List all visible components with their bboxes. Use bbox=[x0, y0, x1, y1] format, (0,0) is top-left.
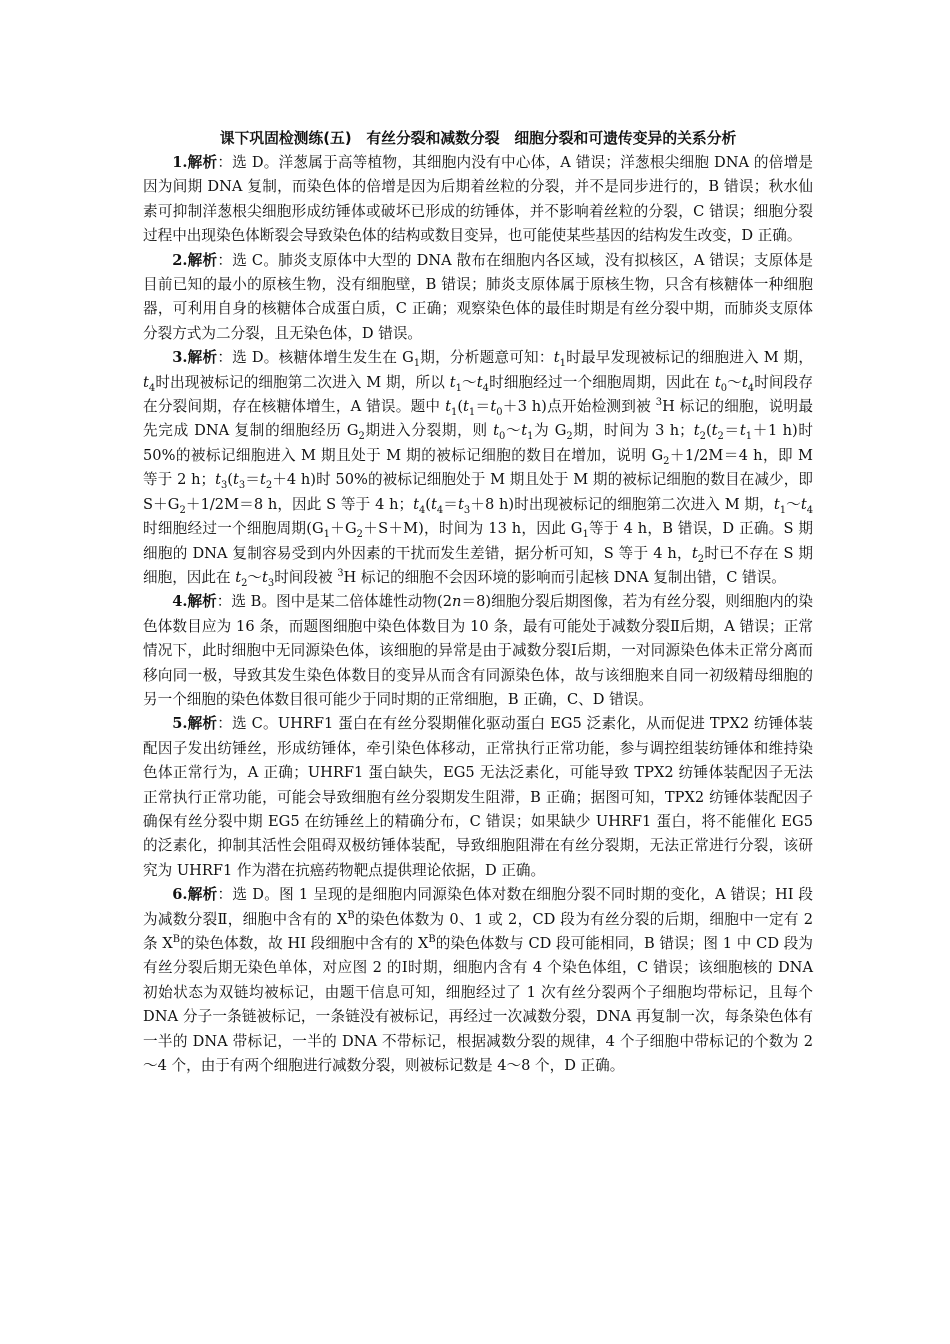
answer-lead: 6.解析 bbox=[172, 886, 218, 904]
answer-paragraph-2 bbox=[143, 249, 813, 347]
answer-paragraph-4 bbox=[143, 590, 813, 712]
answer-paragraph-3 bbox=[143, 346, 813, 590]
page-title: 课下巩固检测练(五) 有丝分裂和减数分裂 细胞分裂和可遗传变异的关系分析 bbox=[219, 130, 737, 147]
answer-body: ：选 D。洋葱属于高等植物，其细胞内没有中心体，A 错误；洋葱根尖细胞 DNA 的倍增是因为间期 DNA 复制，而染色体的倍增是因为后期着丝粒的分裂，并不是同步进行的，B 错误；秋水仙素可抑制洋葱根尖细胞形成纺锤体或破坏已形成的纺锤体，并不影响着丝粒的分裂，C 错误；细胞分裂过程中出现染色体断裂会导致染色体的结构或数目变异，也可能使某些基因的结构发生改变，D 正确。 bbox=[143, 154, 813, 245]
answer-document bbox=[143, 128, 813, 1078]
answer-body: ：选 C。UHRF1 蛋白在有丝分裂期催化驱动蛋白 EG5 泛素化，从而促进 TPX2 纺锤体装配因子发出纺锤丝，形成纺锤体，牵引染色体移动，正常执行正常功能，参与调控组装纺锤体和维持染色体正常行为，A 正确；UHRF1 蛋白缺失，EG5 无法泛素化，可能导致 TPX2 纺锤体装配因子无法正常执行正常功能，可能会导致细胞有丝分裂期发生阻滞，B 正确；据图可知，TPX2 纺锤体装配因子确保有丝分裂中期 EG5 在纺锤丝上的精确分布，C 错误；如果缺少 UHRF1 蛋白，将不能催化 EG5 的泛素化，抑制其活性会阻碍双极纺锤体装配，导致细胞阻滞在有丝分裂期，无法正常进行分裂，该研究为 UHRF1 作为潜在抗癌药物靶点提供理论依据，D 正确。 bbox=[143, 715, 813, 879]
answer-body: ：选 D。图 1 呈现的是细胞内同源染色体对数在细胞分裂不同时期的变化，A 错误；HI 段为减数分裂Ⅱ，细胞中含有的 $X^B$的染色体数为 0、1 或 2，CD 段为有丝分裂的后期，细胞中一定有 2 条 $X^B$的染色体数，故 HI 段细胞中含有的 $X^B$的染色体数与 CD 段可能相同，B 错误；图 1 中 CD 段为有丝分裂后期无染色单体，对应图 2 的Ⅰ时期，细胞内含有 4 个染色体组，C 错误；该细胞核的 DNA 初始状态为双链均被标记，由题干信息可知，细胞经过了 1 次有丝分裂两个子细胞均带标记，且每个 DNA 分子一条链被标记，一条链没有被标记，再经过一次减数分裂，DNA 再复制一次，每条染色体有一半的 DNA 带标记，一半的 DNA 不带标记，根据减数分裂的规律，4 个子细胞中带标记的个数为 2～4 个，由于有两个细胞进行减数分裂，则被标记数是 4～8 个，D 正确。 bbox=[143, 886, 813, 1075]
answer-lead: 5.解析 bbox=[172, 715, 218, 733]
answer-list bbox=[143, 151, 813, 1078]
answer-paragraph-1 bbox=[143, 151, 813, 249]
answer-body: ：选 B。图中是某二倍体雄性动物(2n＝8)细胞分裂后期图像，若为有丝分裂，则细胞内的染色体数目应为 16 条，而题图细胞中染色体数目为 10 条，最有可能处于减数分裂Ⅱ后期，A 错误；正常情况下，此时细胞中无同源染色体，该细胞的异常是由于减数分裂Ⅰ后期，一对同源染色体未正常分离而移向同一极，导致其发生染色体数目的变异从而含有同源染色体，故与该细胞来自同一初级精母细胞的另一个细胞的染色体数目很可能少于同时期的正常细胞，B 正确，C、D 错误。 bbox=[143, 593, 813, 708]
answer-body: ：选 D。核糖体增生发生在 $G_1$期，分析题意可知：$t_1$时最早发现被标记的细胞进入 M 期，$t_4$时出现被标记的细胞第二次进入 M 期，所以 $t_1\sim t_4$时细胞经过一个细胞周期，因此在 $t_0\sim t_4$时间段存在分裂间期，存在核糖体增生，A 错误。题中 $t_1(t_1=t_0+3$ h)点开始检测到被 $^3$H 标记的细胞，说明最先完成 DNA 复制的细胞经历 $G_2$期进入分裂期，则 $t_0\sim t_1$为 $G_2$期，时间为 3 h；$t_2(t_2=t_1+1$ h)时 50%的被标记细胞进入 M 期且处于 M 期的被标记细胞的数目在增加，说明 $G_2+1/2M=4$ h，即 M 等于 2 h；$t_3(t_3=t_2+4$ h)时 50%的被标记细胞处于 M 期且处于 M 期的被标记细胞的数目在减少，即 $S+G_2+1/2M=8$ h，因此 S 等于 4 h；$t_4(t_4=t_3+8$ h)时出现被标记的细胞第二次进入 M 期，$t_1\sim t_4$时细胞经过一个细胞周期$(G_1+G_2+S+M)$，时间为 13 h，因此 $G_1$等于 4 h，B 错误，D 正确。S 期细胞的 DNA 复制容易受到内外因素的干扰而发生差错，据分析可知，S 等于 4 h，$t_2$时已不存在 S 期细胞，因此在 $t_2\sim t_3$时间段被 $^3$H 标记的细胞不会因环境的影响而引起核 DNA 复制出错，C 错误。 bbox=[143, 349, 814, 589]
answer-lead: 2.解析 bbox=[172, 251, 218, 269]
answer-body: ：选 C。肺炎支原体中大型的 DNA 散布在细胞内各区域，没有拟核区，A 错误；支原体是目前已知的最小的原核生物，没有细胞壁，B 错误；肺炎支原体属于原核生物，只含有核糖体一种细胞器，可利用自身的核糖体合成蛋白质，C 正确；观察染色体的最佳时期是有丝分裂中期，而肺炎支原体分裂方式为二分裂，且无染色体，D 错误。 bbox=[143, 251, 813, 342]
answer-lead: 4.解析 bbox=[172, 593, 217, 611]
answer-lead: 3.解析 bbox=[172, 349, 218, 367]
answer-lead: 1.解析 bbox=[172, 154, 218, 171]
answer-paragraph-6 bbox=[143, 883, 813, 1078]
answer-paragraph-5 bbox=[143, 712, 813, 883]
